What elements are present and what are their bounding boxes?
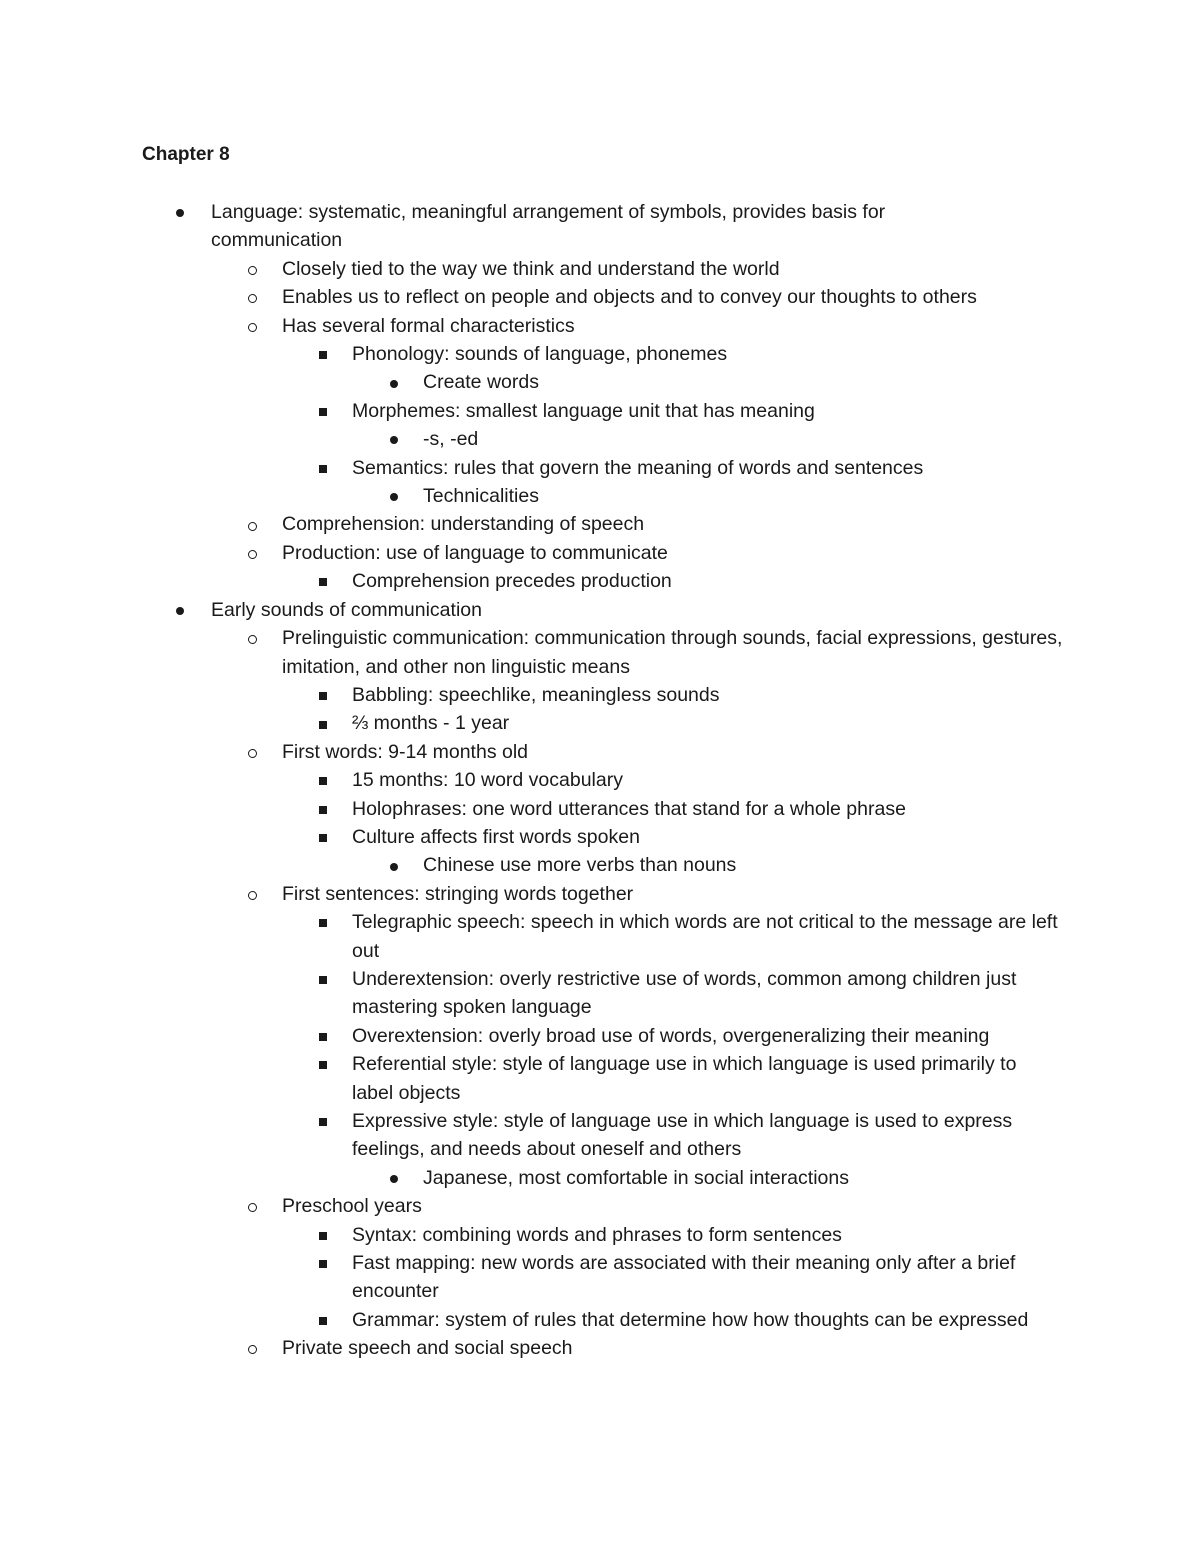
filled-disc-bullet-icon: [390, 368, 404, 396]
hollow-circle-bullet-icon: [248, 539, 262, 567]
hollow-circle-bullet-icon: [248, 880, 262, 908]
hollow-circle-bullet-icon: [248, 510, 262, 538]
outline-item-text: Morphemes: smallest language unit that has meaning: [352, 399, 815, 422]
outline-item-text: Phonology: sounds of language, phonemes: [352, 343, 728, 366]
outline-item-level-3: [0, 795, 1200, 823]
outline-item-text: Production: use of language to communicate: [282, 541, 668, 564]
outline-item-level-3: [0, 1107, 1200, 1164]
filled-square-bullet-icon: [319, 1050, 333, 1078]
outline-item-level-2: [0, 1192, 1200, 1220]
outline-item-level-3: [0, 397, 1200, 425]
filled-square-bullet-icon: [319, 681, 333, 709]
filled-square-bullet-icon: [319, 397, 333, 425]
outline-item-level-4: [0, 1164, 1200, 1192]
hollow-circle-bullet-icon: [248, 255, 262, 283]
outline-item-level-3: [0, 567, 1200, 595]
filled-disc-bullet-icon: [390, 851, 404, 879]
outline-item-level-3: [0, 1221, 1200, 1249]
outline-item-level-4: [0, 368, 1200, 396]
outline-item-text: Has several formal characteristics: [282, 314, 575, 337]
outline-item-text: Comprehension: understanding of speech: [282, 513, 645, 536]
filled-square-bullet-icon: [319, 1022, 333, 1050]
outline-item-level-3: [0, 1050, 1200, 1107]
filled-disc-bullet-icon: [390, 1164, 404, 1192]
hollow-circle-bullet-icon: [248, 738, 262, 766]
hollow-circle-bullet-icon: [248, 624, 262, 652]
outline-item-level-3: [0, 908, 1200, 965]
outline-item-level-3: [0, 823, 1200, 851]
filled-square-bullet-icon: [319, 1107, 333, 1135]
outline-item-level-2: [0, 738, 1200, 766]
outline-item-text: Holophrases: one word utterances that stand for a whole phrase: [352, 797, 906, 820]
outline-item-text: First words: 9-14 months old: [282, 740, 529, 763]
outline-item-level-2: [0, 312, 1200, 340]
outline-item-text: Comprehension precedes production: [352, 570, 672, 593]
hollow-circle-bullet-icon: [248, 283, 262, 311]
outline-item-level-2: [0, 539, 1200, 567]
notes-outline: [0, 198, 1200, 1363]
outline-item-text: Private speech and social speech: [282, 1337, 573, 1360]
outline-item-level-3: [0, 1022, 1200, 1050]
filled-square-bullet-icon: [319, 1221, 333, 1249]
outline-item-level-3: [0, 766, 1200, 794]
outline-item-level-2: [0, 283, 1200, 311]
outline-item-level-3: [0, 1306, 1200, 1334]
hollow-circle-bullet-icon: [248, 1334, 262, 1362]
outline-item-text: Japanese, most comfortable in social interactions: [423, 1166, 849, 1189]
outline-item-text: -s, -ed: [423, 428, 479, 451]
outline-item-text: Prelinguistic communication: communication through sounds, facial expressions, gestures, imitation, and other non linguistic means: [282, 627, 1063, 678]
outline-item-text: Telegraphic speech: speech in which words are not critical to the message are left out: [352, 911, 1058, 962]
filled-square-bullet-icon: [319, 567, 333, 595]
outline-item-text: Create words: [423, 371, 539, 394]
outline-item-text: Fast mapping: new words are associated with their meaning only after a brief encounter: [352, 1252, 1016, 1303]
outline-item-text: ⅔ months - 1 year: [352, 712, 510, 735]
outline-item-text: Closely tied to the way we think and understand the world: [282, 257, 780, 280]
outline-item-level-2: [0, 1334, 1200, 1362]
outline-item-text: Syntax: combining words and phrases to form sentences: [352, 1223, 842, 1246]
outline-item-level-3: [0, 709, 1200, 737]
filled-square-bullet-icon: [319, 1306, 333, 1334]
outline-item-text: Early sounds of communication: [211, 598, 482, 621]
filled-disc-bullet-icon: [176, 596, 190, 624]
filled-square-bullet-icon: [319, 1249, 333, 1277]
outline-item-text: Referential style: style of language use in which language is used primarily to label objects: [352, 1053, 1017, 1104]
filled-square-bullet-icon: [319, 908, 333, 936]
outline-item-text: First sentences: stringing words together: [282, 882, 634, 905]
outline-item-level-3: [0, 965, 1200, 1022]
outline-item-level-3: [0, 340, 1200, 368]
outline-item-level-2: [0, 255, 1200, 283]
outline-item-level-3: [0, 1249, 1200, 1306]
outline-item-text: Overextension: overly broad use of words, overgeneralizing their meaning: [352, 1024, 990, 1047]
filled-square-bullet-icon: [319, 766, 333, 794]
filled-disc-bullet-icon: [390, 482, 404, 510]
hollow-circle-bullet-icon: [248, 312, 262, 340]
outline-item-text: Grammar: system of rules that determine how how thoughts can be expressed: [352, 1308, 1029, 1331]
filled-square-bullet-icon: [319, 795, 333, 823]
outline-item-text: Preschool years: [282, 1195, 422, 1218]
outline-item-level-2: [0, 510, 1200, 538]
outline-item-text: Semantics: rules that govern the meaning of words and sentences: [352, 456, 924, 479]
filled-square-bullet-icon: [319, 965, 333, 993]
outline-item-text: Enables us to reflect on people and objects and to convey our thoughts to others: [282, 286, 977, 309]
outline-item-level-1: [0, 596, 1200, 624]
outline-item-level-4: [0, 482, 1200, 510]
outline-item-level-4: [0, 851, 1200, 879]
outline-item-text: Chinese use more verbs than nouns: [423, 854, 737, 877]
outline-item-level-2: [0, 880, 1200, 908]
outline-item-text: Technicalities: [423, 485, 539, 508]
outline-item-text: 15 months: 10 word vocabulary: [352, 769, 623, 792]
outline-item-text: Expressive style: style of language use in which language is used to express feelings, and needs about oneself and others: [352, 1110, 1013, 1161]
filled-square-bullet-icon: [319, 823, 333, 851]
outline-item-text: Underextension: overly restrictive use of words, common among children just mastering spoken language: [352, 967, 1017, 1019]
filled-disc-bullet-icon: [176, 198, 190, 226]
outline-item-text: Language: systematic, meaningful arrangement of symbols, provides basis for communication: [211, 201, 886, 252]
filled-square-bullet-icon: [319, 340, 333, 368]
outline-item-text: Babbling: speechlike, meaningless sounds: [352, 683, 720, 706]
outline-item-text: Culture affects first words spoken: [352, 825, 640, 848]
filled-square-bullet-icon: [319, 709, 333, 737]
filled-disc-bullet-icon: [390, 425, 404, 453]
page-title: Chapter 8: [142, 144, 230, 165]
outline-item-level-2: [0, 624, 1200, 681]
filled-square-bullet-icon: [319, 454, 333, 482]
outline-item-level-1: [0, 198, 1200, 255]
outline-item-level-3: [0, 681, 1200, 709]
outline-item-level-4: [0, 425, 1200, 453]
outline-item-level-3: [0, 454, 1200, 482]
hollow-circle-bullet-icon: [248, 1192, 262, 1220]
